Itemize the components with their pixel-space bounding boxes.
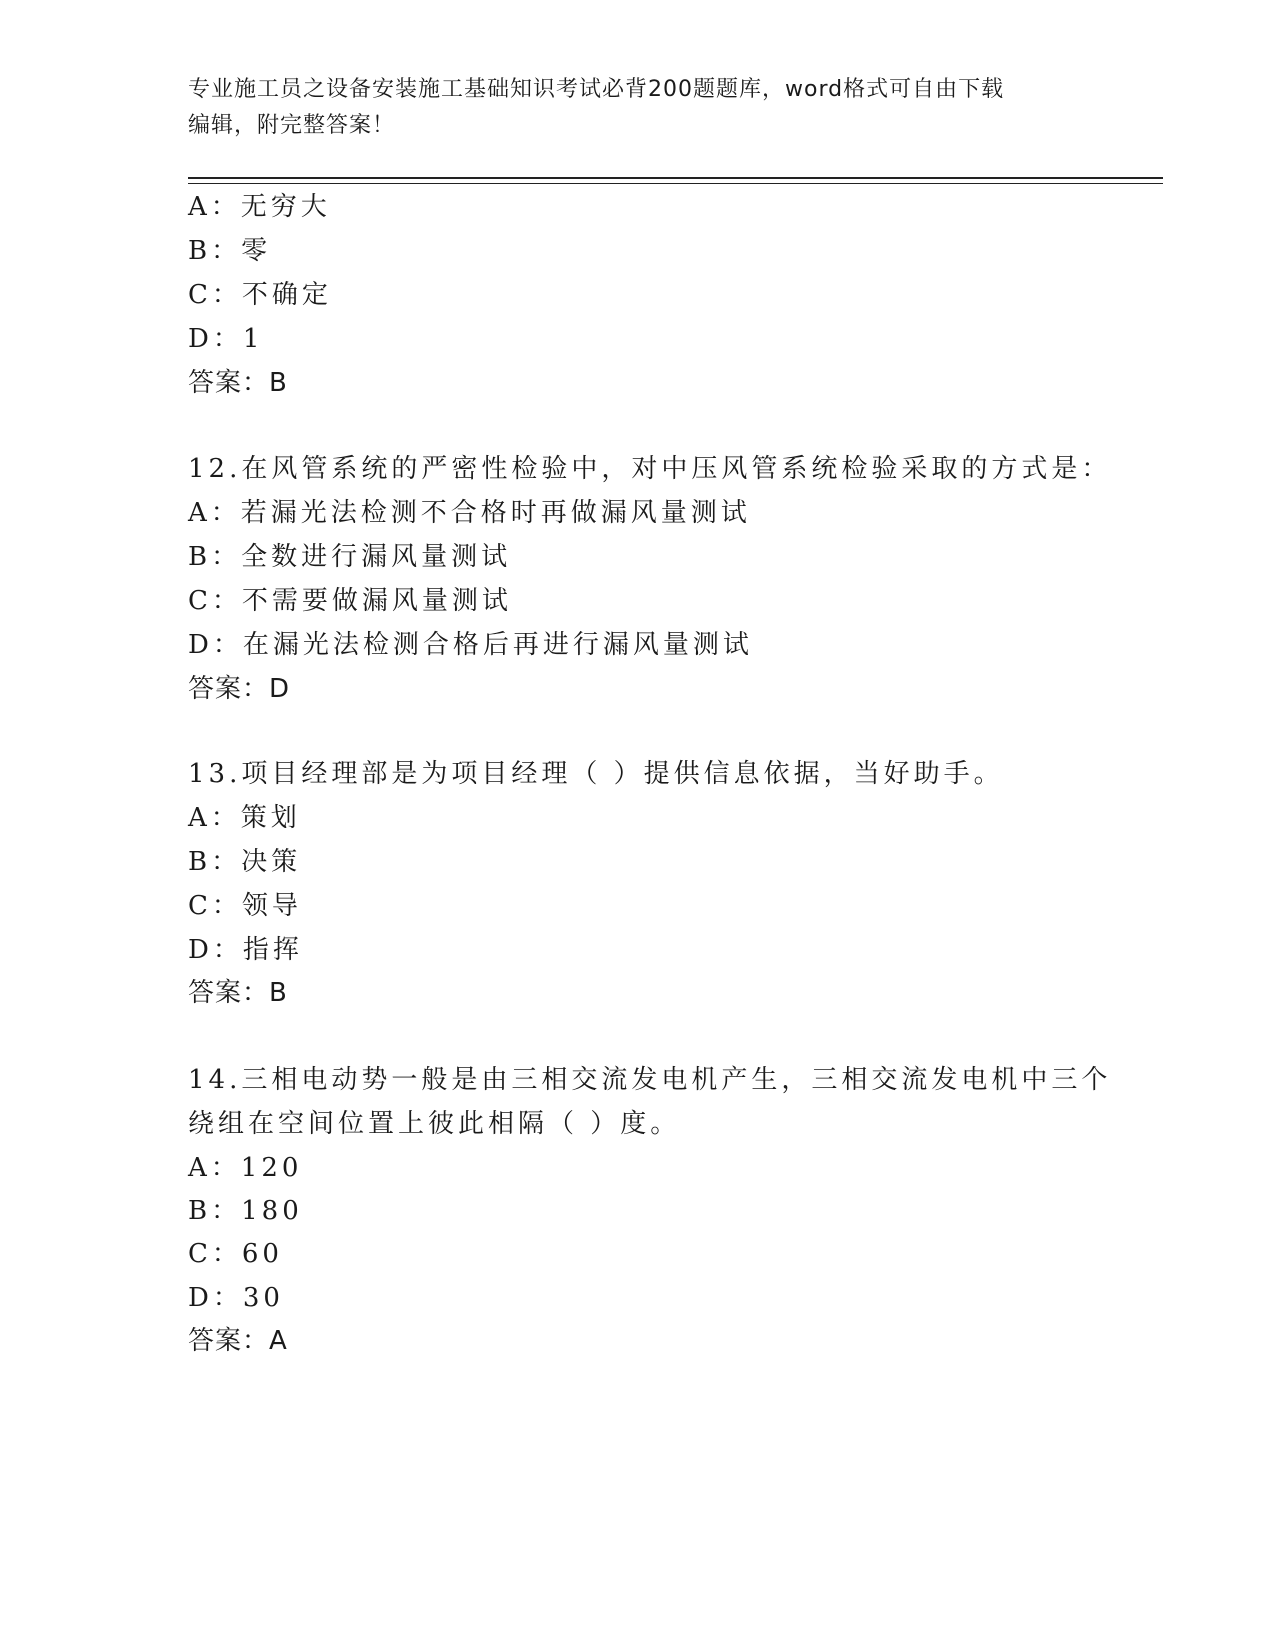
header-divider-thick bbox=[188, 177, 1163, 179]
option-c: C：不需要做漏风量测试 bbox=[188, 586, 512, 616]
answer-label: 答案：B bbox=[188, 978, 288, 1008]
option-a: A：无穷大 bbox=[188, 192, 331, 222]
option-d: D：30 bbox=[188, 1283, 284, 1313]
option-b: B：180 bbox=[188, 1196, 303, 1226]
option-b: B：零 bbox=[188, 236, 272, 266]
option-c: C：60 bbox=[188, 1239, 283, 1269]
document-header bbox=[188, 72, 1088, 144]
option-a: A：若漏光法检测不合格时再做漏风量测试 bbox=[188, 498, 751, 528]
answer-label: 答案：B bbox=[188, 368, 288, 398]
option-c: C：不确定 bbox=[188, 280, 332, 310]
header-divider-thin bbox=[188, 183, 1163, 184]
option-d: D：在漏光法检测合格后再进行漏风量测试 bbox=[188, 630, 753, 660]
option-a: A：策划 bbox=[188, 803, 301, 833]
option-b: B：决策 bbox=[188, 847, 302, 877]
header-title-line-2: 编辑，附完整答案！ bbox=[188, 113, 396, 138]
option-a: A：120 bbox=[188, 1153, 303, 1183]
question-13-stem: 13.项目经理部是为项目经理（ ）提供信息依据，当好助手。 bbox=[188, 759, 1004, 789]
question-12-stem: 12.在风管系统的严密性检验中，对中压风管系统检验采取的方式是： bbox=[188, 454, 1112, 484]
option-c: C：领导 bbox=[188, 891, 302, 921]
header-title-line-1: 专业施工员之设备安装施工基础知识考试必背200题题库，word格式可自由下载 bbox=[188, 77, 1005, 102]
answer-label: 答案：A bbox=[188, 1326, 288, 1356]
option-d: D：指挥 bbox=[188, 935, 303, 965]
question-14-stem-line-2: 绕组在空间位置上彼此相隔（ ）度。 bbox=[188, 1109, 681, 1139]
option-d: D：1 bbox=[188, 324, 264, 354]
answer-label: 答案：D bbox=[188, 674, 291, 704]
question-14-stem-line-1: 14.三相电动势一般是由三相交流发电机产生，三相交流发电机中三个 bbox=[188, 1065, 1112, 1095]
option-b: B：全数进行漏风量测试 bbox=[188, 542, 512, 572]
